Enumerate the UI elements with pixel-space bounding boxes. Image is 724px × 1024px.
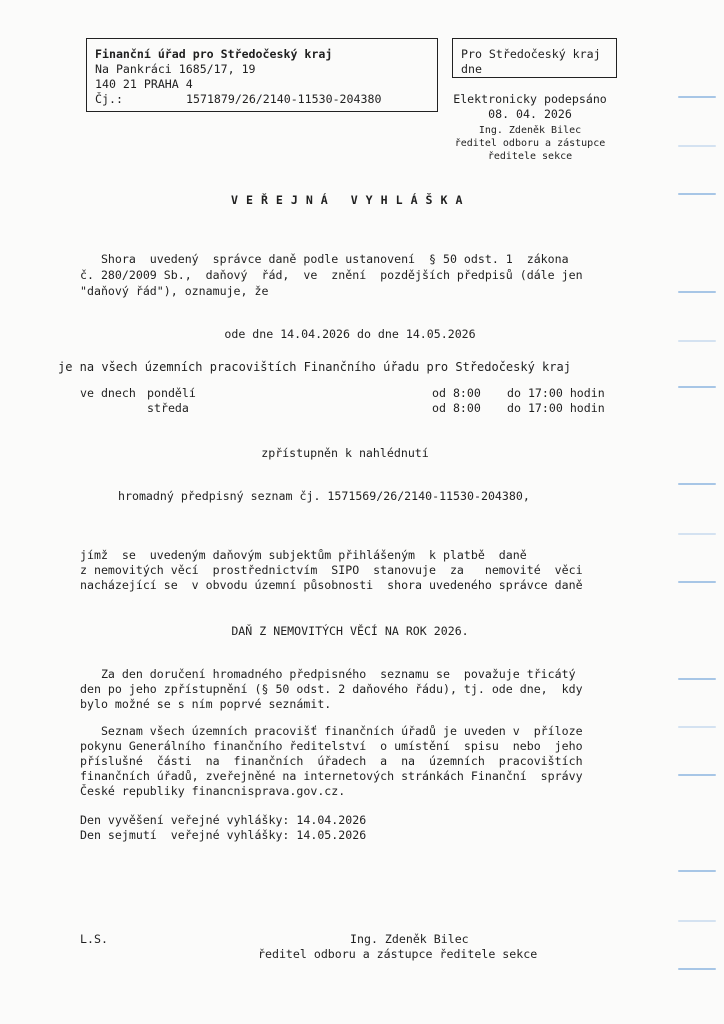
scan-mark bbox=[678, 386, 716, 388]
ls-mark: L.S. bbox=[80, 932, 108, 946]
esign-date: 08. 04. 2026 bbox=[488, 107, 572, 121]
esign-role-1: ředitel odboru a zástupce bbox=[454, 138, 606, 149]
signer-role: ředitel odboru a zástupce ředitele sekce bbox=[258, 947, 538, 961]
scan-mark bbox=[678, 920, 716, 922]
scan-mark bbox=[678, 291, 716, 293]
recipient-line-2: dne bbox=[461, 62, 482, 76]
offices-line-3: příslušné části na finančních úřadech a na územních pracovištích bbox=[80, 754, 583, 768]
list-reference: hromadný předpisný seznam čj. 1571569/26/2140-11530-204380, bbox=[118, 489, 530, 503]
offices-line-2: pokynu Generálního finančního ředitelství o umístění spisu nebo jeho bbox=[80, 739, 583, 753]
document-title: V E Ř E J N Á V Y H L Á Š K A bbox=[231, 193, 463, 207]
schedule-from-1: od 8:00 bbox=[432, 386, 481, 400]
esign-name: Ing. Zdeněk Bilec bbox=[478, 125, 582, 136]
location-line: je na všech územních pracovištích Finančního úřadu pro Středočeský kraj bbox=[58, 360, 571, 374]
scan-mark bbox=[678, 96, 716, 98]
scan-mark bbox=[678, 726, 716, 728]
office-city: 140 21 PRAHA 4 bbox=[95, 77, 193, 91]
reference-number: 1571879/26/2140-11530-204380 bbox=[186, 92, 382, 106]
period-line: ode dne 14.04.2026 do dne 14.05.2026 bbox=[224, 327, 476, 341]
intro-line-2: č. 280/2009 Sb., daňový řád, ve znění pozdějších předpisů (dále jen bbox=[80, 268, 583, 282]
scan-mark bbox=[678, 870, 716, 872]
scan-mark bbox=[678, 581, 716, 583]
intro-line-3: "daňový řád"), oznamuje, že bbox=[80, 284, 269, 298]
scan-mark bbox=[678, 774, 716, 776]
delivery-line-3: bylo možné se s ním poprvé seznámit. bbox=[80, 697, 332, 711]
subject-line-3: nacházející se v obvodu územní působnosti shora uvedeného správce daně bbox=[80, 578, 583, 592]
offices-line-4: finančních úřadů, zveřejněné na internetových stránkách Finanční správy bbox=[80, 769, 583, 783]
scan-mark bbox=[678, 968, 716, 970]
schedule-to-1: do 17:00 hodin bbox=[507, 386, 605, 400]
subject-line-2: z nemovitých věcí prostřednictvím SIPO stanovuje za nemovité věci bbox=[80, 563, 583, 577]
scan-mark bbox=[678, 145, 716, 147]
recipient-line-1: Pro Středočeský kraj bbox=[461, 47, 601, 61]
office-name: Finanční úřad pro Středočeský kraj bbox=[95, 47, 333, 61]
esign-role-2: ředitele sekce bbox=[487, 151, 573, 162]
esign-label: Elektronicky podepsáno bbox=[453, 92, 607, 106]
intro-line-1: Shora uvedený správce daně podle ustanovení § 50 odst. 1 zákona bbox=[80, 252, 569, 266]
signer-name: Ing. Zdeněk Bilec bbox=[350, 932, 469, 946]
subject-line-1: jímž se uvedeným daňovým subjektům přihlášeným k platbě daně bbox=[80, 548, 527, 562]
scan-mark bbox=[678, 340, 716, 342]
scan-mark bbox=[678, 678, 716, 680]
schedule-prefix: ve dnech bbox=[80, 386, 136, 400]
tax-title: DAŇ Z NEMOVITÝCH VĚCÍ NA ROK 2026. bbox=[231, 624, 469, 638]
schedule-from-2: od 8:00 bbox=[432, 401, 481, 415]
removed-date: Den sejmutí veřejné vyhlášky: 14.05.2026 bbox=[80, 828, 367, 842]
reference-label: Čj.: bbox=[95, 92, 123, 106]
scan-mark bbox=[678, 483, 716, 485]
scan-mark bbox=[678, 193, 716, 195]
offices-line-5: České republiky financnisprava.gov.cz. bbox=[80, 784, 346, 798]
posted-date: Den vyvěšení veřejné vyhlášky: 14.04.2026 bbox=[80, 813, 367, 827]
schedule-day-2: středa bbox=[147, 401, 189, 415]
accessible-line: zpřístupněn k nahlédnutí bbox=[261, 446, 429, 460]
schedule-day-1: pondělí bbox=[147, 386, 196, 400]
delivery-line-1: Za den doručení hromadného předpisného seznamu se považuje třicátý bbox=[80, 667, 576, 681]
delivery-line-2: den po jeho zpřístupnění (§ 50 odst. 2 daňového řádu), tj. ode dne, kdy bbox=[80, 682, 583, 696]
offices-line-1: Seznam všech územních pracovišť finančních úřadů je uveden v příloze bbox=[80, 724, 583, 738]
schedule-to-2: do 17:00 hodin bbox=[507, 401, 605, 415]
office-street: Na Pankráci 1685/17, 19 bbox=[95, 62, 256, 76]
scan-mark bbox=[678, 533, 716, 535]
